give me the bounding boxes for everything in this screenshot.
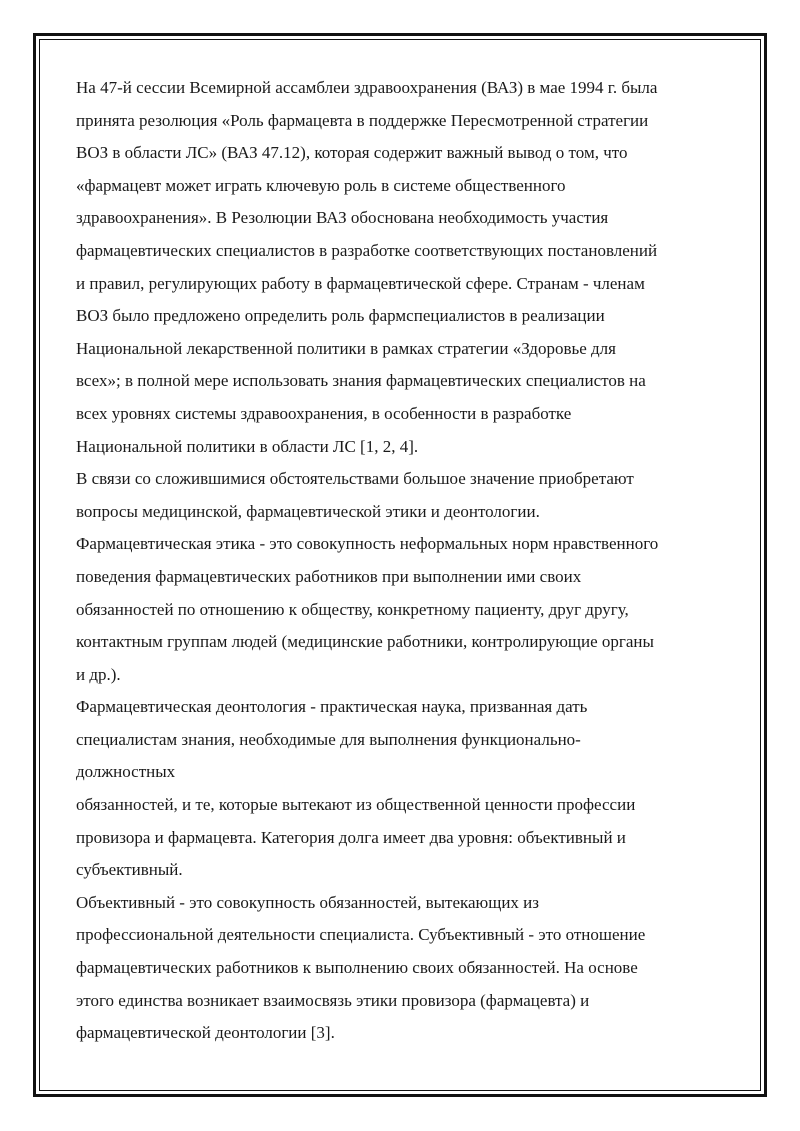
text-line: На 47-й сессии Всемирной ассамблеи здравоохранения (ВАЗ) в мае 1994 г. была bbox=[76, 78, 658, 97]
text-line: здравоохранения». В Резолюции ВАЗ обоснована необходимость участия bbox=[76, 208, 609, 228]
text-line: Национальной политики в области ЛС [1, 2, 4]. bbox=[76, 436, 419, 456]
text-line: В связи со сложившимися обстоятельствами большое значение приобретают bbox=[76, 469, 634, 489]
text-line: специалистам знания, необходимые для выполнения функционально- bbox=[76, 729, 581, 749]
text-line: всех уровнях системы здравоохранения, в особенности в разработке bbox=[76, 403, 572, 423]
text-line: профессиональной деятельности специалиста. Субъективный - это отношение bbox=[76, 925, 646, 945]
text-line: «фармацевт может играть ключевую роль в системе общественного bbox=[76, 175, 566, 195]
document-text bbox=[76, 72, 736, 1050]
text-line: Фармацевтическая деонтология - практическая наука, призванная дать bbox=[76, 697, 588, 717]
text-line: фармацевтических специалистов в разработке соответствующих постановлений bbox=[76, 240, 658, 260]
text-line: контактным группам людей (медицинские работники, контролирующие органы bbox=[76, 632, 654, 652]
text-line: поведения фармацевтических работников при выполнении ими своих bbox=[76, 566, 582, 586]
text-line: должностных bbox=[76, 762, 176, 782]
text-line: ВОЗ было предложено определить роль фармспециалистов в реализации bbox=[76, 306, 605, 326]
text-line: обязанностей, и те, которые вытекают из общественной ценности профессии bbox=[76, 795, 636, 815]
text-line: принята резолюция «Роль фармацевта в поддержке Пересмотренной стратегии bbox=[76, 110, 649, 130]
text-line: обязанностей по отношению к обществу, конкретному пациенту, друг другу, bbox=[76, 599, 629, 619]
text-line: и др.). bbox=[76, 664, 121, 684]
text-line: провизора и фармацевта. Категория долга имеет два уровня: объективный и bbox=[76, 827, 626, 847]
text-line: Национальной лекарственной политики в рамках стратегии «Здоровье для bbox=[76, 338, 616, 358]
text-line: Объективный - это совокупность обязанностей, вытекающих из bbox=[76, 892, 539, 912]
text-line: вопросы медицинской, фармацевтической этики и деонтологии. bbox=[76, 501, 540, 521]
text-line: фармацевтических работников к выполнению своих обязанностей. На основе bbox=[76, 958, 638, 978]
text-line: всех»; в полной мере использовать знания фармацевтических специалистов на bbox=[76, 371, 646, 391]
text-line: этого единства возникает взаимосвязь этики провизора (фармацевта) и bbox=[76, 990, 590, 1010]
text-line: и правил, регулирующих работу в фармацевтической сфере. Странам - членам bbox=[76, 273, 645, 293]
text-line: ВОЗ в области ЛС» (ВАЗ 47.12), которая содержит важный вывод о том, что bbox=[76, 143, 628, 163]
text-line: субъективный. bbox=[76, 860, 183, 880]
text-line: фармацевтической деонтологии [3]. bbox=[76, 1023, 335, 1043]
text-line: Фармацевтическая этика - это совокупность неформальных норм нравственного bbox=[76, 534, 659, 554]
